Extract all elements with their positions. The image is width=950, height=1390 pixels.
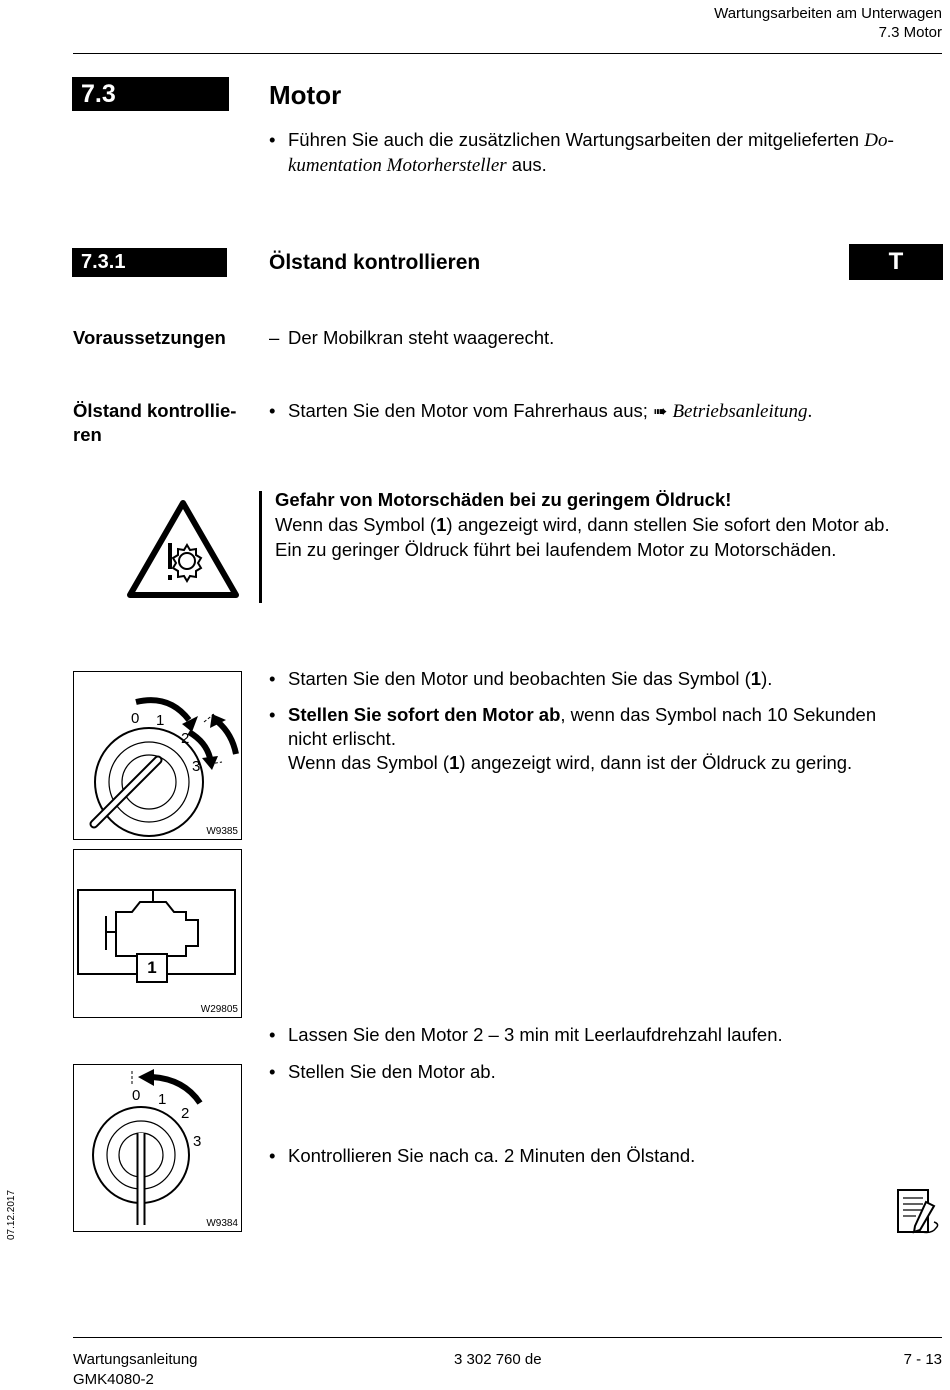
footer-doc-number: 3 302 760 de	[454, 1351, 542, 1368]
figure-oil-symbol	[73, 849, 242, 1018]
prerequisite-item: – Der Mobilkran steht waagerecht.	[269, 327, 555, 348]
key-position-2: 2	[181, 730, 190, 747]
check-bullet: • Starten Sie den Motor vom Fahrerhaus aus; ➠ Betriebsanleitung.	[269, 400, 813, 422]
step-start-engine: • Starten Sie den Motor und beobachten Sie das Symbol (1).	[269, 668, 773, 689]
page-number: 7 - 13	[903, 1351, 942, 1368]
notepad-pencil-icon	[896, 1188, 942, 1236]
key-position-2: 2	[181, 1105, 190, 1122]
step-stop-immediately: • Stellen Sie sofort den Motor ab, wenn das Symbol nach 10 Sekunden nicht erlischt. Wenn das Symbol (1) angezeigt wird, dann ist der Öldruck zu gering.	[269, 704, 877, 773]
footer-doc: Wartungsanleitung GMK4080-2	[73, 1351, 198, 1388]
step-idle-run: • Lassen Sie den Motor 2 – 3 min mit Leerlaufdrehzahl laufen.	[269, 1024, 783, 1045]
symbol-number: 1	[147, 958, 157, 977]
section-number: 7.3	[72, 77, 229, 111]
qualification-badge: T	[849, 244, 943, 280]
key-position-0: 0	[132, 1087, 141, 1104]
header-rule	[73, 53, 942, 54]
ignition-key-off-icon	[74, 1065, 241, 1231]
key-position-0: 0	[131, 710, 140, 727]
manufacturer-doc-ref: Do-	[864, 130, 894, 151]
step-check-oil: • Kontrollieren Sie nach ca. 2 Minuten den Ölstand.	[269, 1145, 696, 1166]
subsection-number: 7.3.1	[72, 248, 227, 277]
reference-arrow-icon: ➠	[653, 402, 668, 422]
subsection-title: Ölstand kontrollieren	[269, 251, 481, 274]
step-stop-engine: • Stellen Sie den Motor ab.	[269, 1061, 496, 1082]
warning-title: Gefahr von Motorschäden bei zu geringem Öldruck!	[275, 489, 732, 510]
figure-label: W29805	[200, 1004, 238, 1015]
warning-bar	[259, 491, 262, 603]
figure-ignition-off	[73, 1064, 242, 1232]
figure-label: W9385	[206, 826, 238, 837]
warning-text: Gefahr von Motorschäden bei zu geringem Öldruck! Wenn das Symbol (1) angezeigt wird, dann stellen Sie sofort den Motor ab. Ein zu geringer Öldruck führt bei laufendem Motor zu Motorschäden.	[275, 487, 945, 562]
running-header	[714, 4, 942, 42]
footer-rule	[73, 1337, 942, 1338]
check-label: Ölstand kontrollie- ren	[73, 400, 237, 445]
ignition-key-icon	[74, 672, 241, 839]
side-date: 07.12.2017	[6, 1189, 17, 1240]
operating-manual-link[interactable]: Betriebsanleitung	[672, 401, 808, 422]
engine-oil-pressure-icon	[74, 850, 241, 1017]
figure-ignition-start	[73, 671, 242, 840]
section-title: Motor	[269, 80, 342, 110]
figure-label: W9384	[206, 1218, 238, 1229]
key-position-3: 3	[192, 758, 201, 775]
section-bullet: • Führen Sie auch die zusätzlichen Wartungsarbeiten der mitgelieferten Do- kumentation Motorhersteller aus.	[269, 129, 894, 176]
warning-triangle-icon	[124, 497, 242, 601]
prerequisites-label: Voraussetzungen	[73, 327, 226, 348]
key-position-3: 3	[193, 1133, 202, 1150]
header-chapter: Wartungsarbeiten am Unterwagen	[714, 5, 942, 22]
key-position-1: 1	[156, 712, 165, 729]
key-position-1: 1	[158, 1091, 167, 1108]
header-section: 7.3 Motor	[878, 24, 942, 41]
